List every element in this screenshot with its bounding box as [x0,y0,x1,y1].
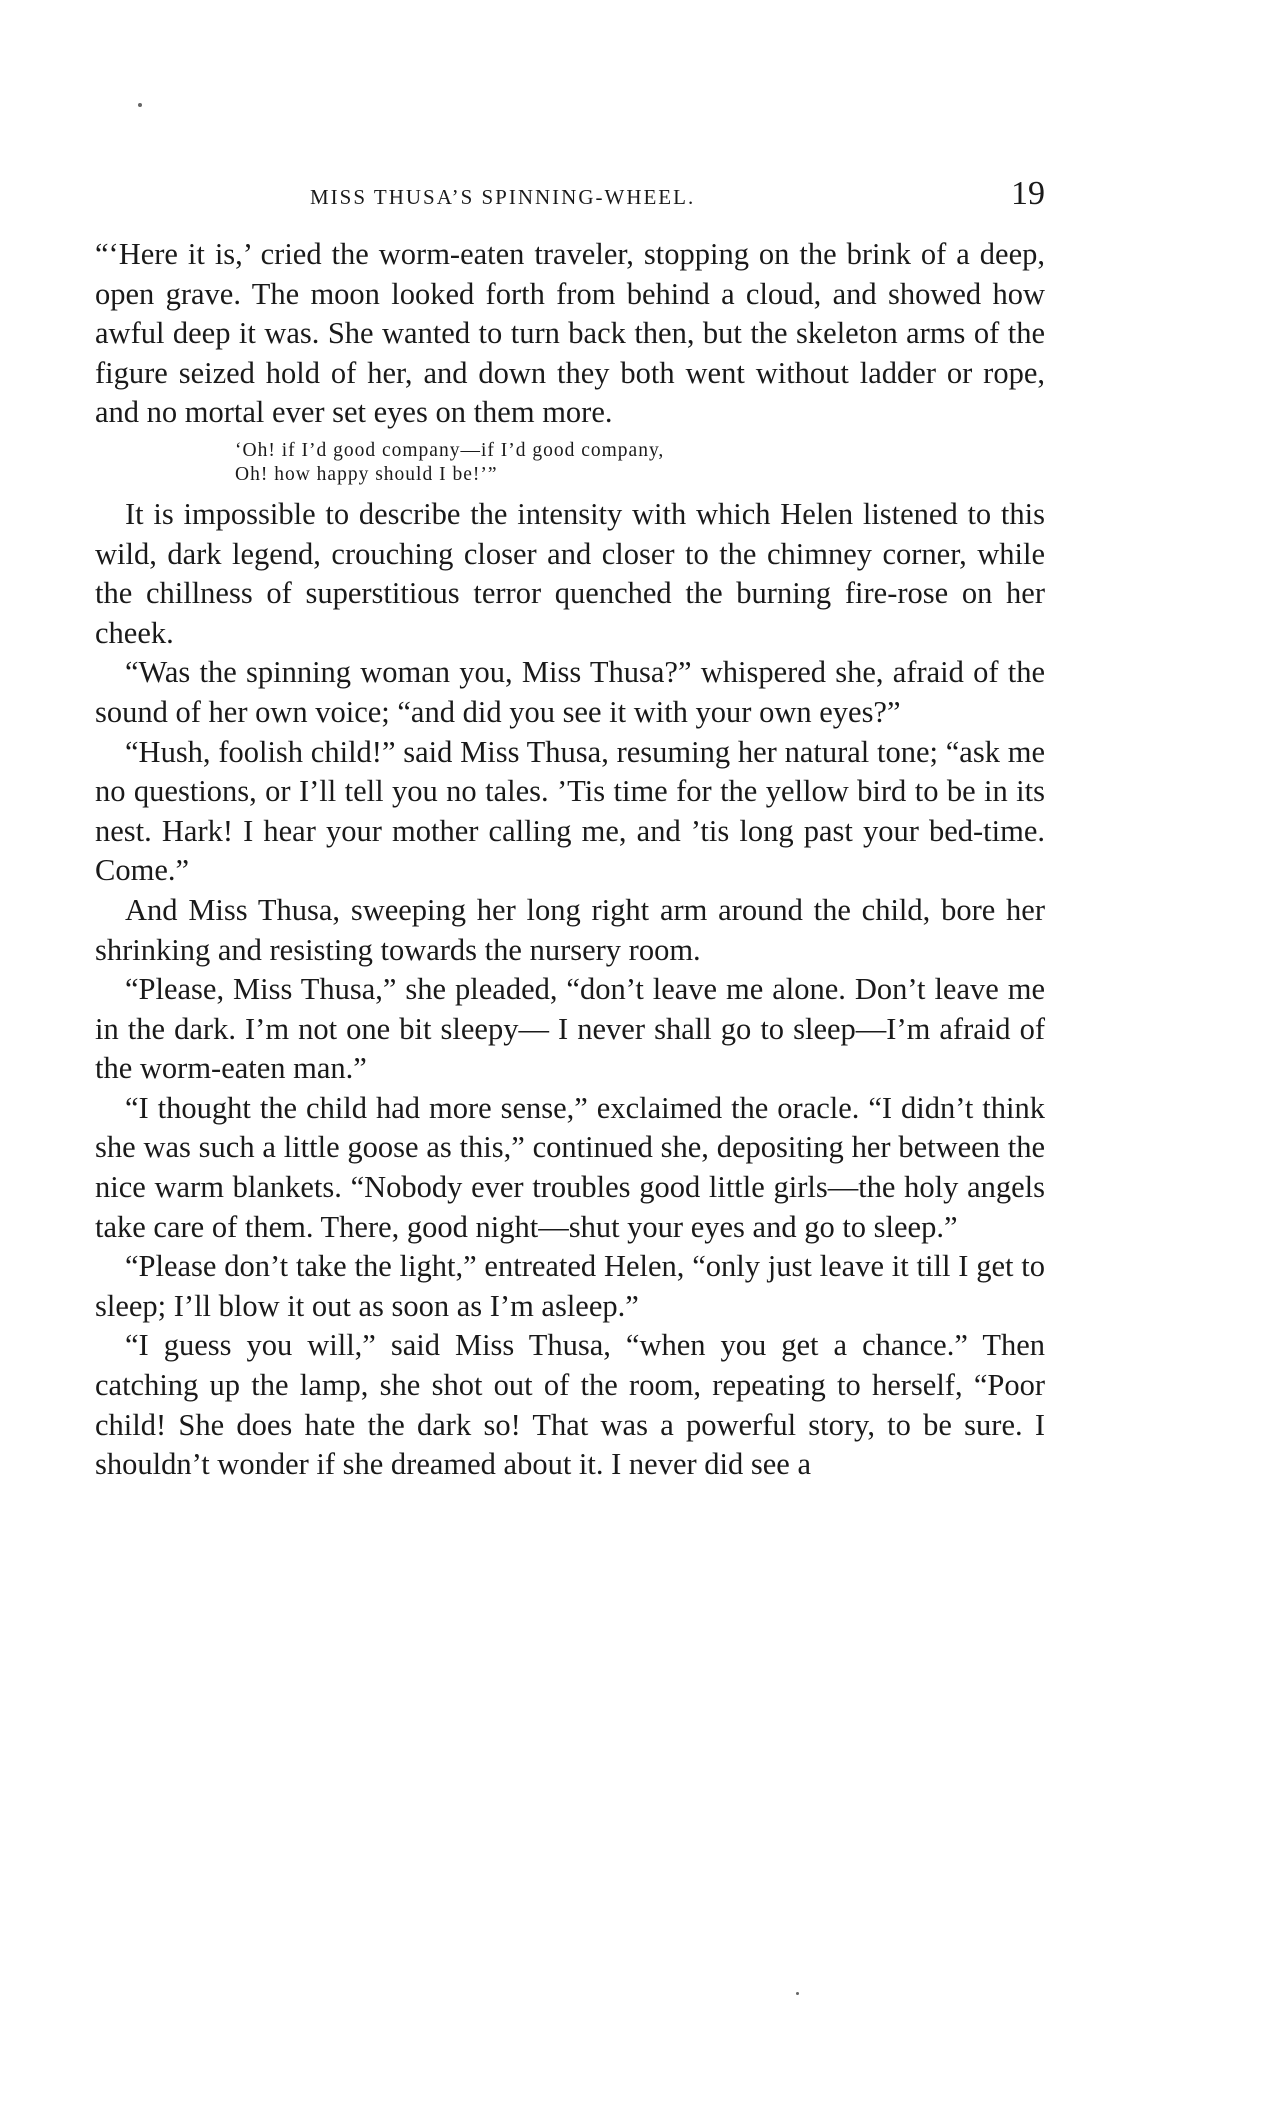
running-head: MISS THUSA’S SPINNING-WHEEL. [310,185,696,209]
verse-line: Oh! how happy should I be!’” [235,463,498,485]
page-number: 19 [1011,175,1045,212]
paragraph: “‘Here it is,’ cried the worm-eaten traveler, stopping on the brink of a deep, open grave. The moon looked forth from behind a cloud, and showed how awful deep it was. She wanted to turn back then, but the skeleton arms of the figure seized hold of her, and down they both went without ladder or rope, and no mortal ever set eyes on them more. [95,237,1045,430]
verse-line: ‘Oh! if I’d good company—if I’d good company, [235,439,665,461]
speck-mark [796,1992,799,1995]
paragraph: “I thought the child had more sense,” exclaimed the oracle. “I didn’t think she was such a little goose as this,” continued she, depositing her between the nice warm blankets. “Nobody ever troubles good little girls—the holy angels take care of them. There, good night—shut your eyes and go to sleep.” [95,1090,1045,1244]
body-text [95,235,1045,1485]
paragraph: It is impossible to describe the intensity with which Helen listened to this wild, dark legend, crouching closer and closer to the chimney corner, while the chillness of superstitious terror quenched the burning fire-rose on her cheek. [95,496,1045,650]
paragraph: “I guess you will,” said Miss Thusa, “when you get a chance.” Then catching up the lamp, she shot out of the room, repeating to herself, “Poor child! She does hate the dark so! That was a powerful story, to be sure. I shouldn’t wonder if she dreamed about it. I never did see a [95,1328,1045,1482]
paragraph: And Miss Thusa, sweeping her long right arm around the child, bore her shrinking and resisting towards the nursery room. [95,892,1045,967]
paragraph: “Hush, foolish child!” said Miss Thusa, resuming her natural tone; “ask me no questions, or I’ll tell you no tales. ’Tis time for the yellow bird to be in its nest. Hark! I hear your mother calling me, and ’tis long past your bed-time. Come.” [95,734,1045,888]
verse-quote [235,439,1045,487]
paragraph: “Was the spinning woman you, Miss Thusa?” whispered she, afraid of the sound of her own voice; “and did you see it with your own eyes?” [95,655,1045,729]
book-page [95,175,1045,1485]
page-header [95,175,1045,235]
paragraph: “Please, Miss Thusa,” she pleaded, “don’t leave me alone. Don’t leave me in the dark. I’m not one bit sleepy— I never shall go to sleep—I’m afraid of the worm-eaten man.” [95,972,1045,1086]
paragraph: “Please don’t take the light,” entreated Helen, “only just leave it till I get to sleep; I’ll blow it out as soon as I’m asleep.” [95,1249,1045,1323]
speck-mark [138,103,142,107]
